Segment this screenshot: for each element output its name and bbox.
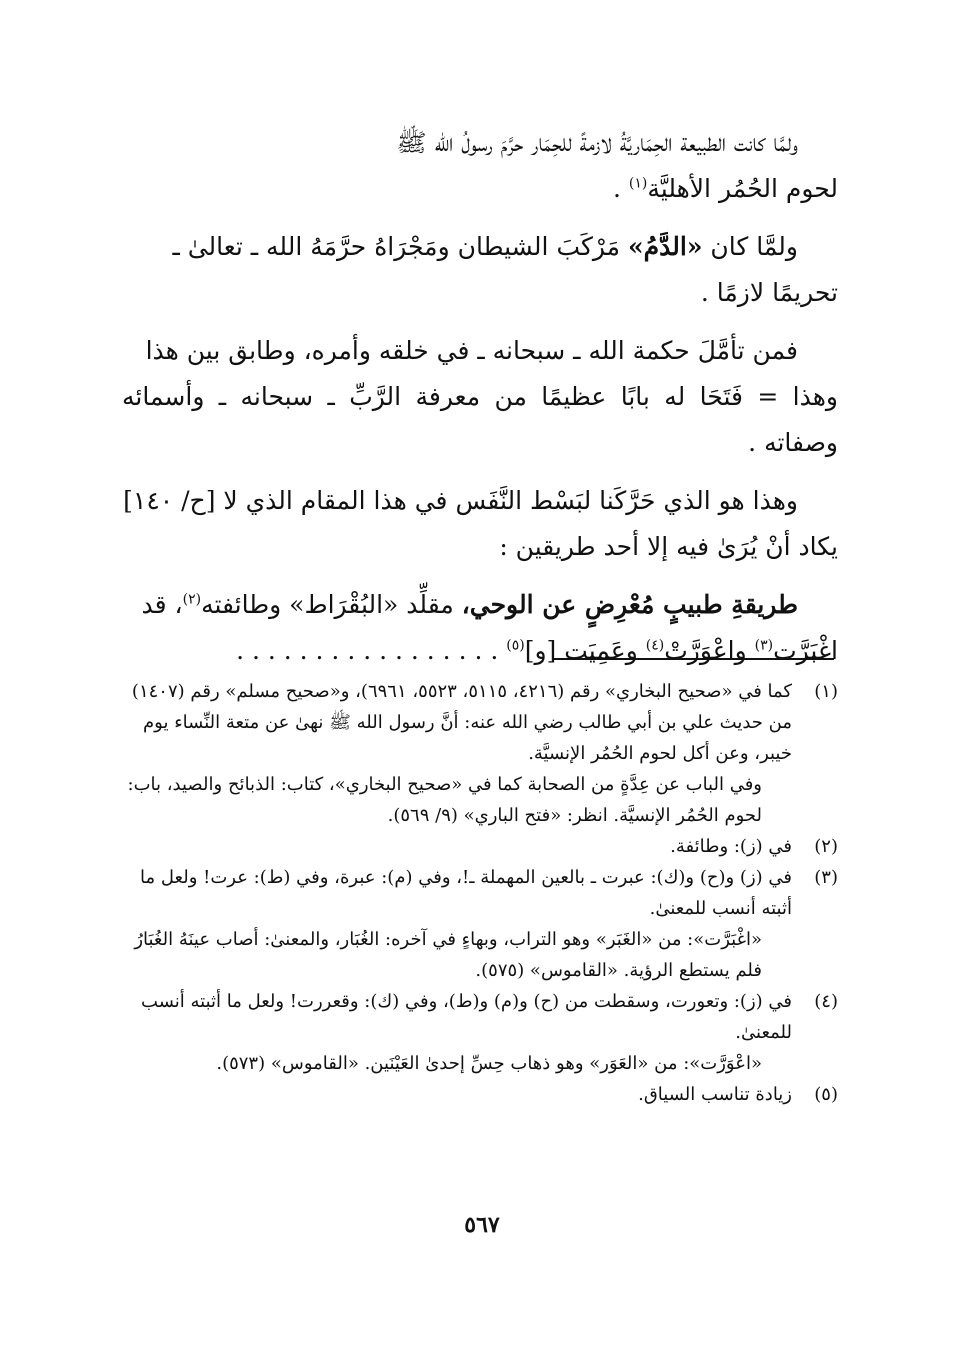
paragraph-1	[122, 120, 838, 212]
footnote-ref-3[interactable]: (٣)	[754, 637, 774, 654]
paragraph-2-line-1	[122, 224, 838, 270]
footnote-5-number: (٥)	[814, 1084, 838, 1105]
footnote-ref-1[interactable]: (١)	[628, 175, 648, 192]
paragraph-5-dots: . . . . . . . . . . . . . . . . .	[236, 636, 507, 665]
footnote-1	[122, 676, 838, 831]
footnote-separator	[554, 658, 834, 660]
paragraph-2-bold-term: «الدَّمُ»	[628, 232, 703, 261]
footnote-4-text: في (ز): وتعورت، وسقطت من (ح) و(م) و(ط)، وفي (ك): وقعررت! ولعل ما أثبته أنسب للمعنىٰ.	[141, 991, 792, 1043]
footnote-ref-2[interactable]: (٢)	[182, 591, 202, 608]
paragraph-2-line-1-a: ولمَّا كان	[702, 232, 798, 261]
paragraph-5-word-amiyat: وعَمِيَت [و]	[524, 636, 646, 665]
footnote-3-continuation: «اغْبَرَّت»: من «الغَبَر» وهو التراب، وبهاءٍ في آخره: الغُبَار، والمعنىٰ: أصاب عينَهُ الغُبَارُ فلم يستطع الرؤية. «القاموس» (٥٧٥).	[134, 929, 762, 981]
footnote-2-number: (٢)	[814, 836, 838, 857]
footnote-1-continuation: وفي الباب عن عِدَّةٍ من الصحابة كما في «صحيح البخاري»، كتاب: الذبائح والصيد، باب: لحوم الحُمُر الإنسيَّة. انظر: «فتح الباري» (٩/ ٥٦٩).	[127, 774, 762, 826]
page-number: ٥٦٧	[464, 1212, 500, 1238]
footnote-5	[122, 1079, 838, 1110]
footnote-4	[122, 986, 838, 1079]
paragraph-1-line-1: ولمَّا كانت الطبيعة الحِمَاريَّةُ لازمةً للحِمَار حرَّمَ رسولُ الله ﷺ	[396, 128, 798, 157]
footnote-3-number: (٣)	[814, 867, 838, 888]
footnote-2	[122, 831, 838, 862]
paragraph-2-line-2: تحريمًا لازمًا .	[700, 278, 838, 307]
footnote-3	[122, 862, 838, 986]
footnote-1-number: (١)	[814, 681, 838, 702]
footnotes	[122, 676, 838, 1110]
paragraph-3	[122, 328, 838, 466]
paragraph-1-line-2	[122, 166, 838, 212]
paragraph-1-line-2-end: .	[613, 174, 629, 203]
paragraph-3-line-1: فمن تأمَّلَ حكمة الله ـ سبحانه ـ في خلقه وأمره، وطابق بين هذا	[145, 336, 798, 365]
footnote-4-continuation: «اعْوَرَّت»: من «العَوَر» وهو ذهاب حِسِّ إحدىٰ العَيْنَين. «القاموس» (٥٧٣).	[216, 1053, 762, 1074]
footnote-ref-4[interactable]: (٤)	[645, 637, 665, 654]
footnote-ref-5[interactable]: (٥)	[506, 637, 525, 654]
paragraph-5-line-2	[122, 628, 838, 674]
paragraph-5-line-1-c: ، قد	[141, 590, 183, 619]
paragraph-5-word-ighbarrat: اغْبَرَّت	[773, 636, 838, 665]
paragraph-4-line-1	[122, 478, 838, 524]
paragraph-5-line-1-b: مقلِّد «البُقْرَاط» وطائفته	[201, 590, 462, 619]
footnote-1-text: كما في «صحيح البخاري» رقم (٤٢١٦، ٥١١٥، ٥٥٢٣، ٦٩٦١)، و«صحيح مسلم» رقم (١٤٠٧) من حديث علي بن أبي طالب رضي الله عنه: أنَّ رسول الله ﷺ نهىٰ عن متعة النِّساء يوم خيبر، وعن أكل لحوم الحُمُر الإنسيَّة.	[131, 681, 792, 764]
footnote-5-text: زيادة تناسب السياق.	[638, 1084, 792, 1105]
paragraph-1-line-2-text: لحوم الحُمُر الأهليَّة	[647, 174, 838, 203]
paragraph-4	[122, 478, 838, 570]
main-text	[122, 120, 838, 686]
footnote-4-number: (٤)	[814, 991, 838, 1012]
paragraph-2-line-1-b: مَرْكَبَ الشيطان ومَجْرَاهُ حرَّمَهُ الله ـ تعالىٰ ـ	[172, 232, 629, 261]
paragraph-4-line-2: يكاد أنْ يُرَىٰ فيه إلا أحد طريقين :	[499, 532, 838, 561]
paragraph-5	[122, 582, 838, 674]
paragraph-3-line-2: وهذا = فَتَحَا له بابًا عظيمًا من معرفة الرَّبِّ ـ سبحانه ـ وأسمائه وصفاته .	[122, 382, 838, 457]
footnote-2-text: في (ز): وطائفة.	[670, 836, 792, 857]
paragraph-5-bold-phrase: طريقةِ طبيبٍ مُعْرِضٍ عن الوحي،	[461, 590, 798, 619]
manuscript-page-marker: [ح/ ١٤٠]	[123, 486, 216, 515]
footnote-3-text: في (ز) و(ح) و(ك): عبرت ـ بالعين المهملة ـ!، وفي (م): عبرة، وفي (ط): عرت! ولعل ما أثبته أنسب للمعنىٰ.	[140, 867, 792, 919]
paragraph-4-line-1-text: وهذا هو الذي حَرَّكَنا لبَسْط النَّفَس في هذا المقام الذي لا	[223, 486, 798, 515]
paragraph-5-line-1	[122, 582, 838, 628]
paragraph-5-word-iwarrat: واعْوَرَّتْ	[664, 636, 755, 665]
paragraph-2	[122, 224, 838, 316]
